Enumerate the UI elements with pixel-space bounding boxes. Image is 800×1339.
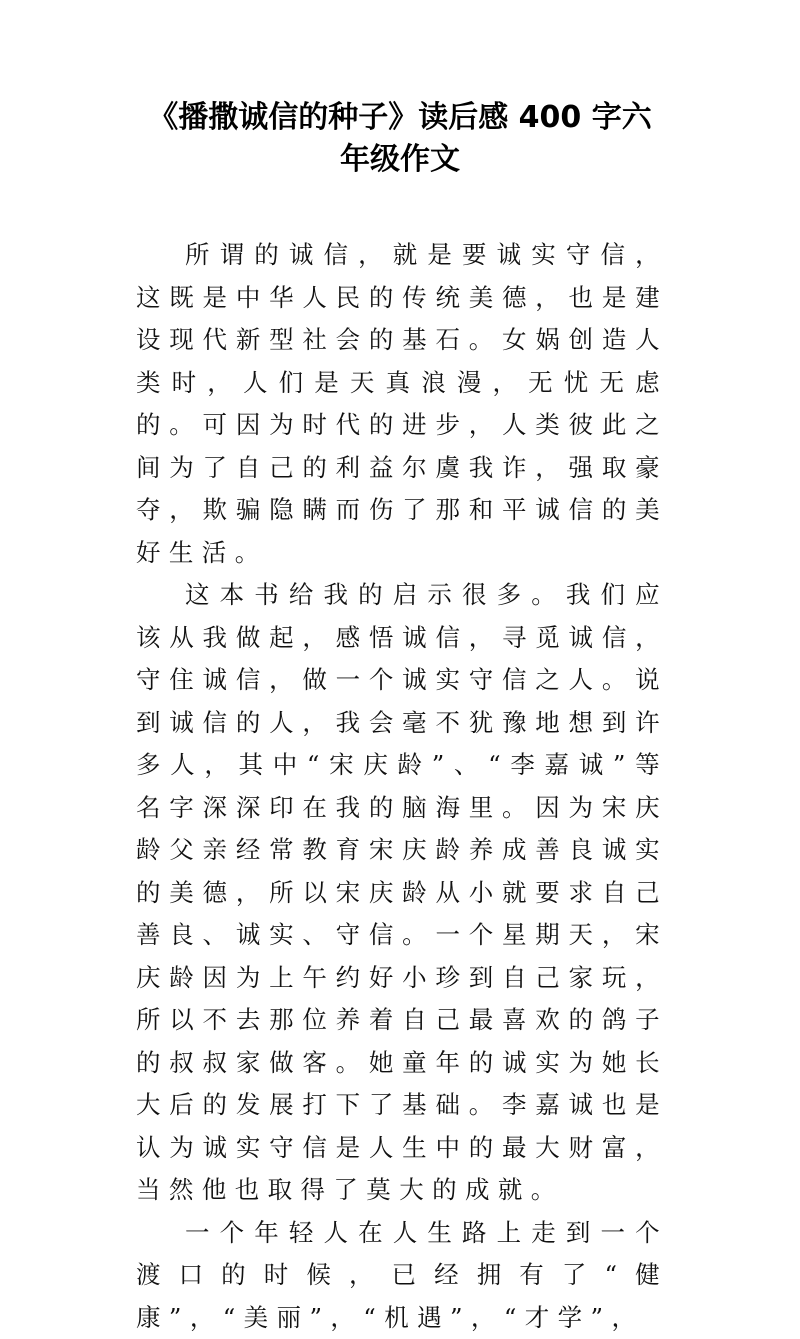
paragraph-3: 一个年轻人在人生路上走到一个渡口的时候，已经拥有了“健康”，“美丽”，“机遇”，“才学”，	[136, 1212, 668, 1339]
paragraph-1: 所谓的诚信，就是要诚实守信，这既是中华人民的传统美德，也是建设现代新型社会的基石。女娲创造人类时，人们是天真浪漫，无忧无虑的。可因为时代的进步，人类彼此之间为了自己的利益尔虞我诈，强取豪夺，欺骗隐瞒而伤了那和平诚信的美好生活。	[136, 234, 668, 574]
page-title	[120, 97, 680, 181]
title-line-1: 《播撒诚信的种子》读后感 400 字六	[148, 100, 652, 135]
essay-body	[136, 234, 668, 1339]
title-line-2: 年级作文	[340, 142, 460, 177]
paragraph-2: 这本书给我的启示很多。我们应该从我做起，感悟诚信，寻觅诚信，守住诚信，做一个诚实守信之人。说到诚信的人，我会毫不犹豫地想到许多人，其中“宋庆龄”、“李嘉诚”等名字深深印在我的脑海里。因为宋庆龄父亲经常教育宋庆龄养成善良诚实的美德，所以宋庆龄从小就要求自己善良、诚实、守信。一个星期天，宋庆龄因为上午约好小珍到自己家玩，所以不去那位养着自己最喜欢的鸽子的叔叔家做客。她童年的诚实为她长大后的发展打下了基础。李嘉诚也是认为诚实守信是人生中的最大财富，当然他也取得了莫大的成就。	[136, 574, 668, 1212]
